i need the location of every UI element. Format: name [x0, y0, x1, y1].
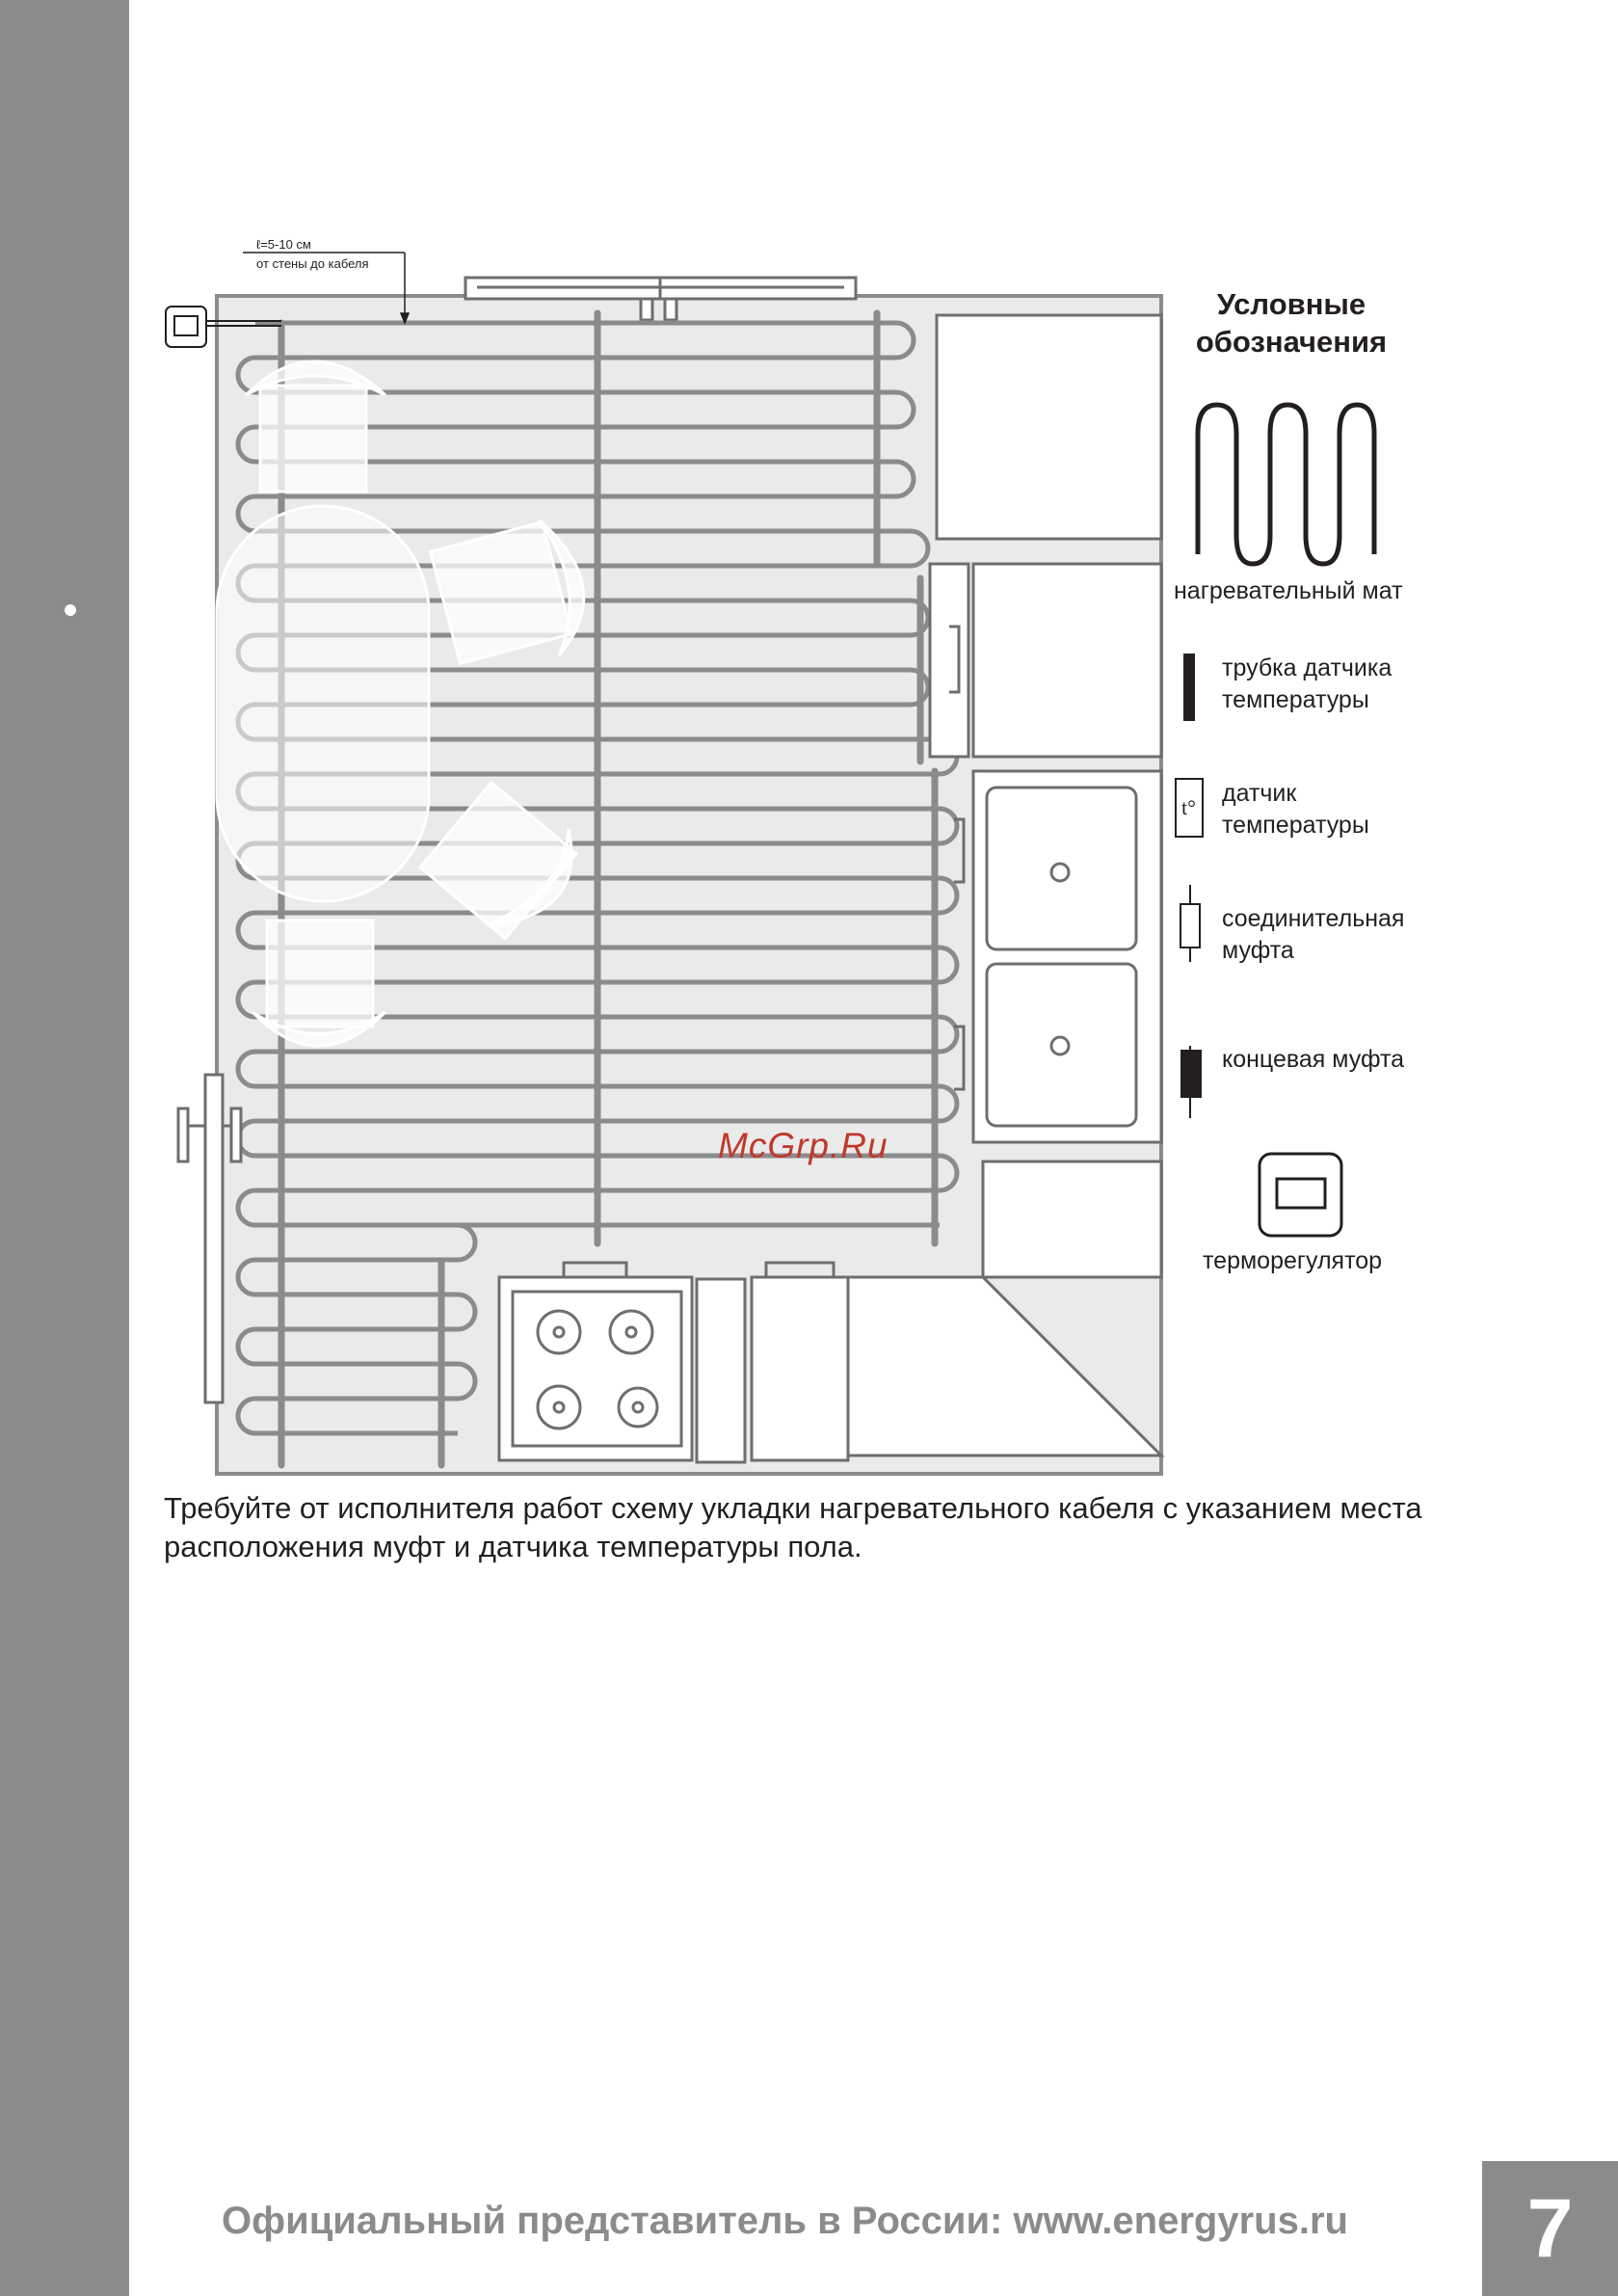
temperature-sensor-icon — [1176, 779, 1203, 837]
connection-coupling-icon — [1180, 885, 1200, 962]
legend-label-end-coupling: концевая муфта — [1222, 1046, 1405, 1073]
dimension-length-label: ℓ=5-10 см — [256, 237, 311, 252]
footer-text: Официальный представитель в России: www.energyrus.ru — [222, 2200, 1348, 2242]
chair — [260, 386, 366, 492]
legend-label-temperature-sensor: датчик температуры — [1222, 780, 1369, 839]
legend-label-heating-mat: нагревательный мат — [1174, 577, 1403, 604]
legend-label-sensor-tube: трубка датчика температуры — [1222, 654, 1393, 713]
sensor-tube-icon — [1183, 654, 1195, 721]
legend-label-thermostat: терморегулятор — [1203, 1247, 1383, 1274]
caption-text: Требуйте от исполнителя работ схему укладки нагревательного кабеля с указанием места расположения муфт и датчика температуры пола. — [164, 1491, 1422, 1563]
legend-title: Условные обозначения — [1195, 287, 1388, 359]
sensor-symbol: t° — [1181, 795, 1196, 819]
stove-and-cabinets — [499, 1263, 848, 1462]
legend-label-connection-coupling: соединительная муфта — [1222, 905, 1405, 964]
heating-mat-icon — [1198, 405, 1374, 564]
chair — [267, 921, 373, 1027]
dining-table — [217, 506, 429, 901]
dimension-note: от стены до кабеля — [256, 256, 369, 271]
page-number: 7 — [1482, 2161, 1618, 2296]
watermark: McGrp.Ru — [718, 1126, 889, 1165]
end-coupling-icon — [1181, 1046, 1201, 1118]
thermostat-icon — [1260, 1154, 1341, 1236]
